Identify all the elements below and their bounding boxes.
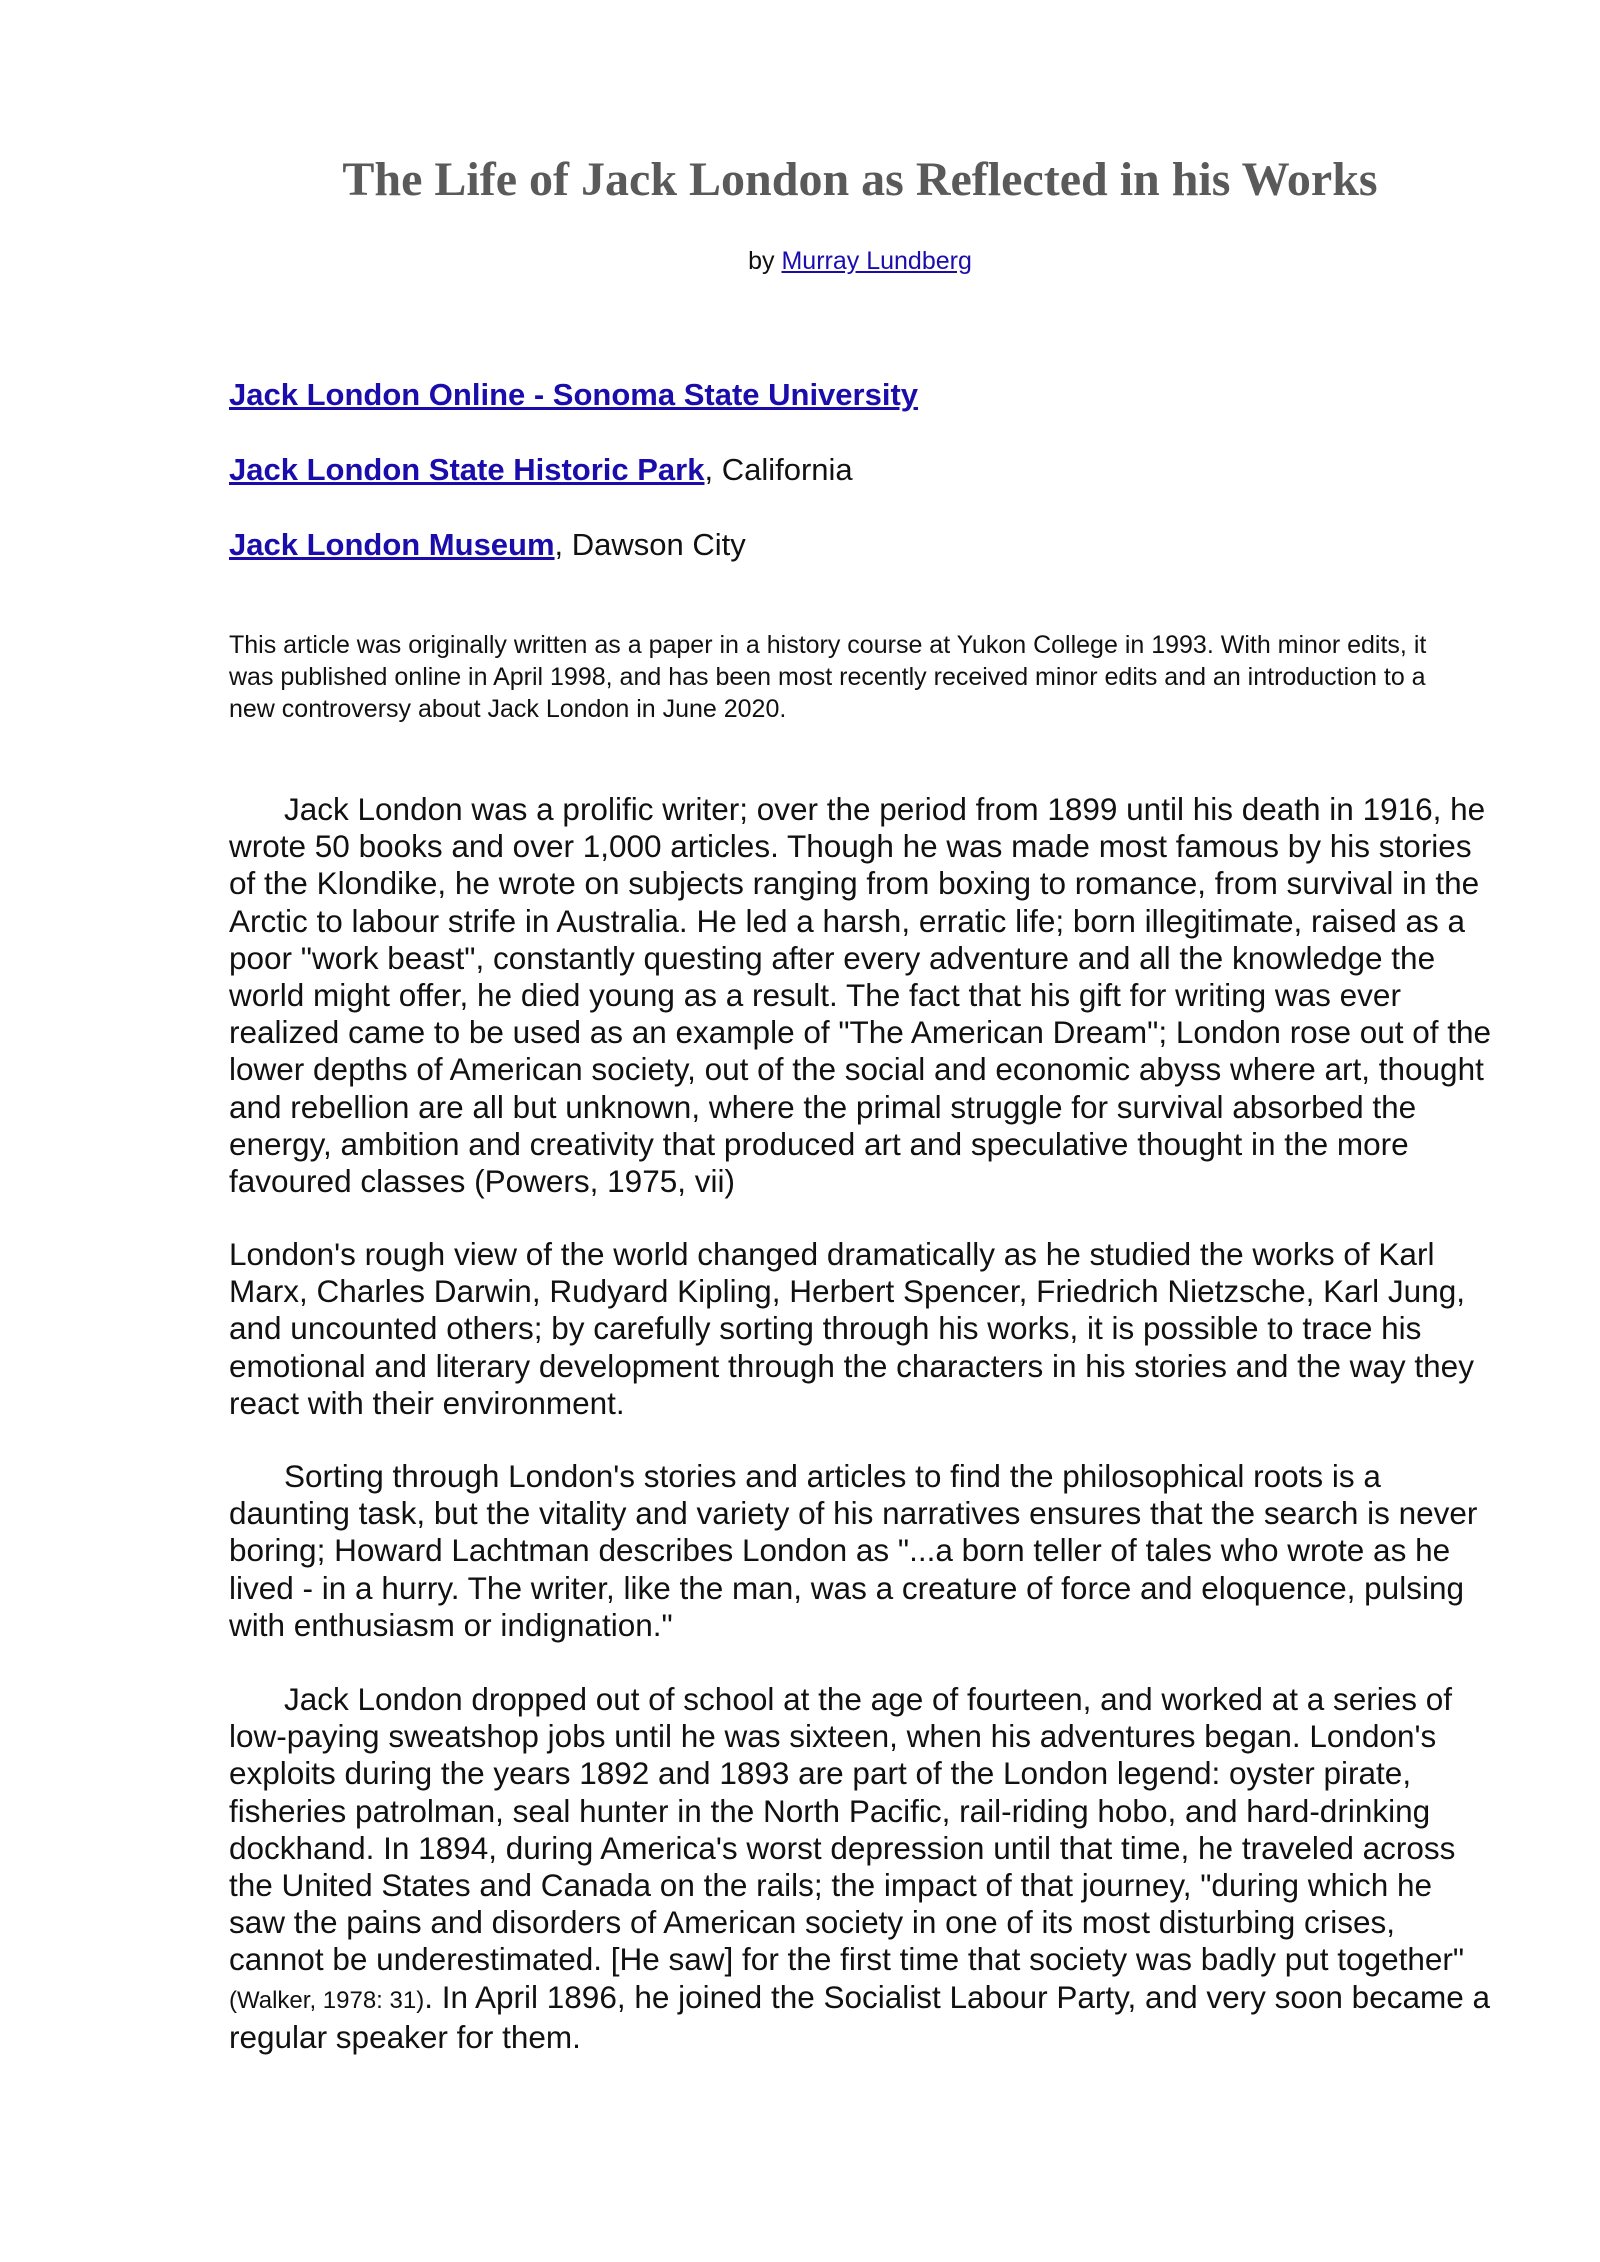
author-link[interactable]: Murray Lundberg bbox=[781, 247, 972, 275]
intro-note: This article was originally written as a paper in a history course at Yukon College in 1993. With minor edits, it was published online in April 1998, and has been most recently received minor edits and an introduction to a new controversy about Jack London in June 2020. bbox=[229, 631, 1427, 723]
byline bbox=[0, 246, 1600, 276]
link-suffix: , California bbox=[704, 452, 853, 487]
paragraph-4-text-end: . In April 1896, he joined the Socialist Labour Party, and very soon became a regular speaker for them. bbox=[229, 1978, 1491, 2055]
link-line-sonoma bbox=[229, 375, 1479, 415]
paragraph-1: Jack London was a prolific writer; over the period from 1899 until his death in 1916, he wrote 50 books and over 1,000 articles. Though he was made most famous by his stories of the Klondike, he wrote on subjects ranging from boxing to romance, from survival in the Arctic to labour strife in Australia. He led a harsh, erratic life; born illegitimate, raised as a poor "work beast", constantly questing after every adventure and all the knowledge the world might offer, he died young as a result. The fact that his gift for writing was ever realized came to be used as an example of "The American Dream"; London rose out of the lower depths of American society, out of the social and economic abyss where art, thought and rebellion are all but unknown, where the primal struggle for survival absorbed the energy, ambition and creativity that produced art and speculative thought in the more favoured classes (Powers, 1975, vii) bbox=[229, 791, 1492, 1200]
paragraph-2: London's rough view of the world changed dramatically as he studied the works of Karl Marx, Charles Darwin, Rudyard Kipling, Herbert Spencer, Friedrich Nietzsche, Karl Jung, and uncounted others; by carefully sorting through his works, it is possible to trace his emotional and literary development through the characters in his stories and the way they react with their environment. bbox=[229, 1236, 1474, 1421]
link-line-state-park bbox=[229, 450, 1479, 490]
link-state-historic-park[interactable]: Jack London State Historic Park bbox=[229, 452, 705, 487]
paragraph-3: Sorting through London's stories and articles to find the philosophical roots is a daunting task, but the vitality and variety of his narratives ensures that the search is never boring; Howard Lachtman describes London as "...a born teller of tales who wrote as he lived - in a hurry. The writer, like the man, was a creature of force and eloquence, pulsing with enthusiasm or indignation." bbox=[229, 1458, 1478, 1643]
link-suffix: , Dawson City bbox=[554, 527, 746, 562]
citation: (Walker, 1978: 31) bbox=[229, 1986, 425, 2014]
page-title: The Life of Jack London as Reflected in his Works bbox=[342, 153, 1378, 206]
byline-prefix: by bbox=[748, 247, 782, 275]
paragraph-4-text: Jack London dropped out of school at the age of fourteen, and worked at a series of low-paying sweatshop jobs until he was sixteen, when his adventures began. London's exploits during the years 1892 and 1893 are part of the London legend: oyster pirate, fisheries patrolman, seal hunter in the North Pacific, rail-riding hobo, and hard-drinking dockhand. In 1894, during America's worst depression until that time, he traveled across the United States and Canada on the rails; the impact of that journey, "during which he saw the pains and disorders of American society in one of its most disturbing crises, cannot be underestimated. [He saw] for the first time that society was badly put together" bbox=[229, 1681, 1465, 1978]
link-jack-london-museum[interactable]: Jack London Museum bbox=[229, 527, 555, 562]
link-jack-london-online[interactable]: Jack London Online - Sonoma State University bbox=[229, 377, 919, 412]
paragraph-4 bbox=[229, 1681, 1494, 2056]
link-line-museum bbox=[229, 525, 1479, 565]
